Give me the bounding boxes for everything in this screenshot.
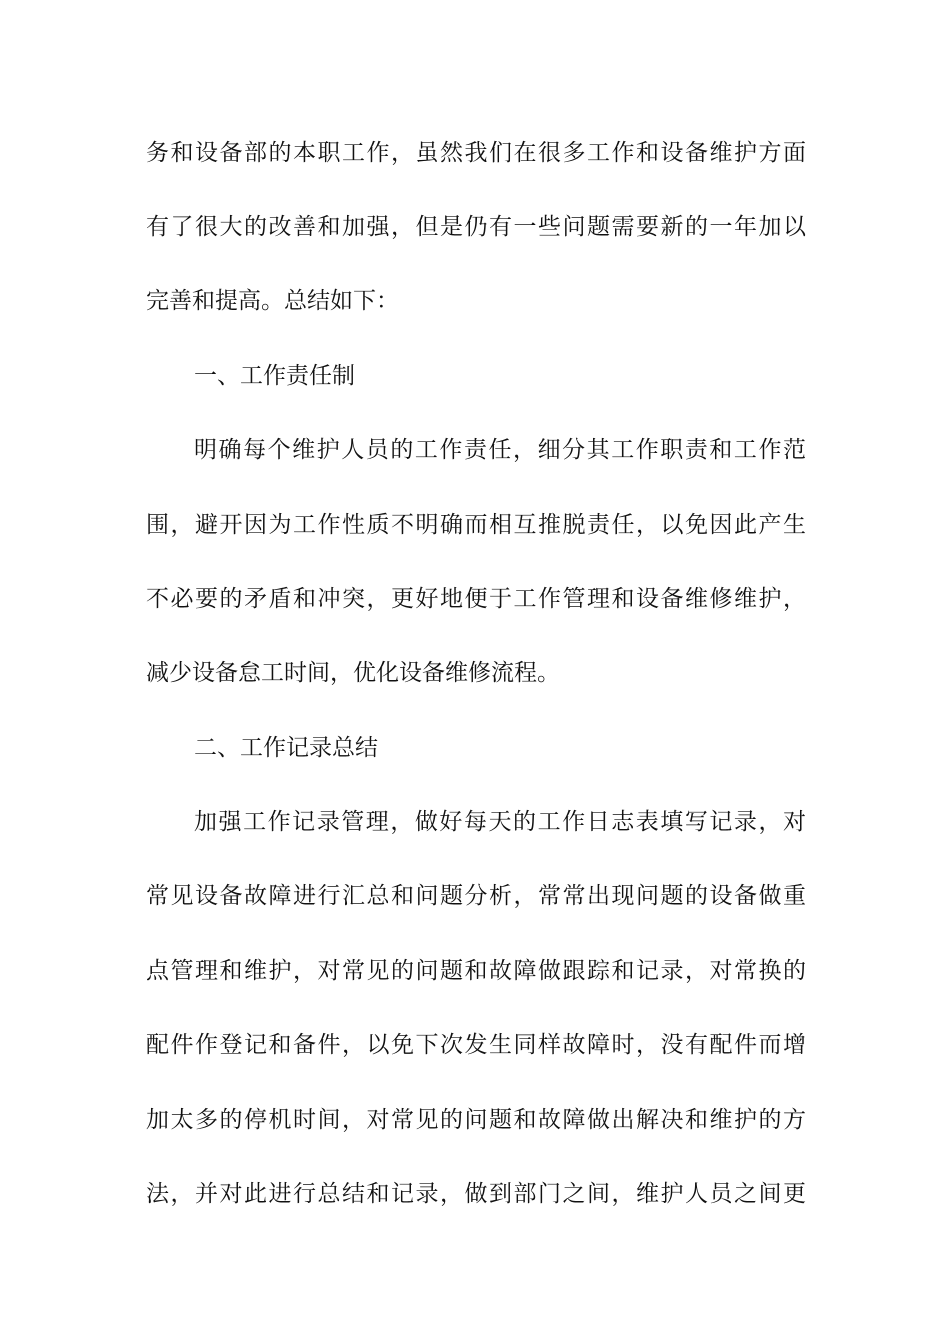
section-heading: 一、工作责任制: [194, 363, 355, 389]
paragraph-line: 完善和提高。总结如下：: [146, 288, 399, 314]
paragraph-line: 有了很大的改善和加强，但是仍有一些问题需要新的一年加以: [146, 214, 806, 240]
paragraph-line: 围，避开因为工作性质不明确而相互推脱责任，以免因此产生: [146, 512, 806, 538]
paragraph-line: 法，并对此进行总结和记录，做到部门之间，维护人员之间更: [146, 1181, 806, 1207]
paragraph-line: 不必要的矛盾和冲突，更好地便于工作管理和设备维修维护，: [146, 586, 806, 612]
paragraph-line: 配件作登记和备件，以免下次发生同样故障时，没有配件而增: [146, 1032, 806, 1058]
paragraph-line: 点管理和维护，对常见的问题和故障做跟踪和记录，对常换的: [146, 958, 806, 984]
paragraph-line: 减少设备怠工时间，优化设备维修流程。: [146, 660, 560, 686]
paragraph-line: 明确每个维护人员的工作责任，细分其工作职责和工作范: [194, 437, 806, 463]
paragraph-line: 加太多的停机时间，对常见的问题和故障做出解决和维护的方: [146, 1107, 806, 1133]
paragraph-line: 常见设备故障进行汇总和问题分析，常常出现问题的设备做重: [146, 883, 806, 909]
paragraph-line: 务和设备部的本职工作，虽然我们在很多工作和设备维护方面: [146, 140, 806, 166]
paragraph-line: 加强工作记录管理，做好每天的工作日志表填写记录，对: [194, 809, 806, 835]
section-heading: 二、工作记录总结: [194, 735, 378, 761]
